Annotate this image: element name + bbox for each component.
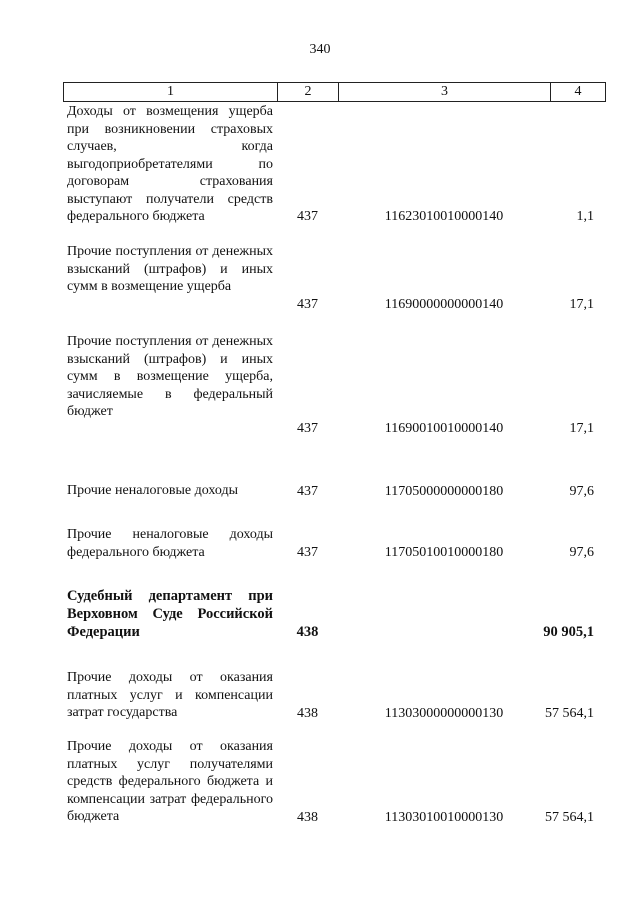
table-row [63,313,606,437]
row-name: Прочие неналоговые доходы федерального бюджета [67,527,273,560]
row-sum: 17,1 [569,420,594,436]
column-header-1: 1 [64,83,278,101]
row-admin-code: 438 [297,705,318,721]
row-admin-code: 437 [297,420,318,436]
table-header [63,82,606,102]
row-name: Судебный департамент при Верховном Суде Российской Федерации [67,588,273,640]
row-kbk-code: 11705000000000180 [384,483,504,499]
row-sum: 1,1 [576,208,594,224]
row-admin-code: 437 [297,296,318,312]
table-body [63,103,606,826]
row-kbk-code: 11303000000000130 [384,705,504,721]
row-sum: 57 564,1 [545,809,594,825]
column-header-3: 3 [339,83,551,101]
row-name: Прочие поступления от денежных взысканий (штрафов) и иных сумм в возмещение ущерба, зачисляемые в федеральный бюджет [67,334,273,419]
table-row [63,722,606,826]
table-row [63,500,606,561]
column-header-2: 2 [278,83,339,101]
page-number: 340 [309,42,331,57]
row-name: Прочие доходы от оказания платных услуг и компенсации затрат государства [67,670,273,720]
row-sum: 90 905,1 [543,624,594,640]
row-admin-code: 438 [297,809,318,825]
table-row-department [63,561,606,641]
table-row [63,641,606,722]
row-kbk-code: 11705010010000180 [384,544,504,560]
row-name: Прочие доходы от оказания платных услуг получателями средств федерального бюджета и компенсации затрат федерального бюджета [67,739,273,824]
column-header-4: 4 [574,84,582,99]
row-kbk-code: 11690010010000140 [384,420,504,436]
row-sum: 97,6 [569,483,594,499]
table-row [63,437,606,500]
row-admin-code: 437 [297,544,318,560]
row-admin-code: 437 [297,208,318,224]
row-kbk-code: 11623010010000140 [384,208,504,224]
table-row [63,225,606,313]
row-name: Прочие неналоговые доходы [67,483,239,498]
row-name: Доходы от возмещения ущерба при возникновении страховых случаев, когда выгодоприобретателями по договорам страхования выступают получатели средств федерального бюджета [67,104,273,224]
row-kbk-code: 11303010010000130 [384,809,504,825]
row-admin-code: 437 [297,483,318,499]
row-name: Прочие поступления от денежных взысканий (штрафов) и иных сумм в возмещение ущерба [67,244,273,294]
row-admin-code: 438 [296,624,319,640]
row-sum: 97,6 [569,544,594,560]
row-sum: 57 564,1 [545,705,594,721]
table-row [63,103,606,225]
row-kbk-code: 11690000000000140 [384,296,504,312]
row-sum: 17,1 [569,296,594,312]
